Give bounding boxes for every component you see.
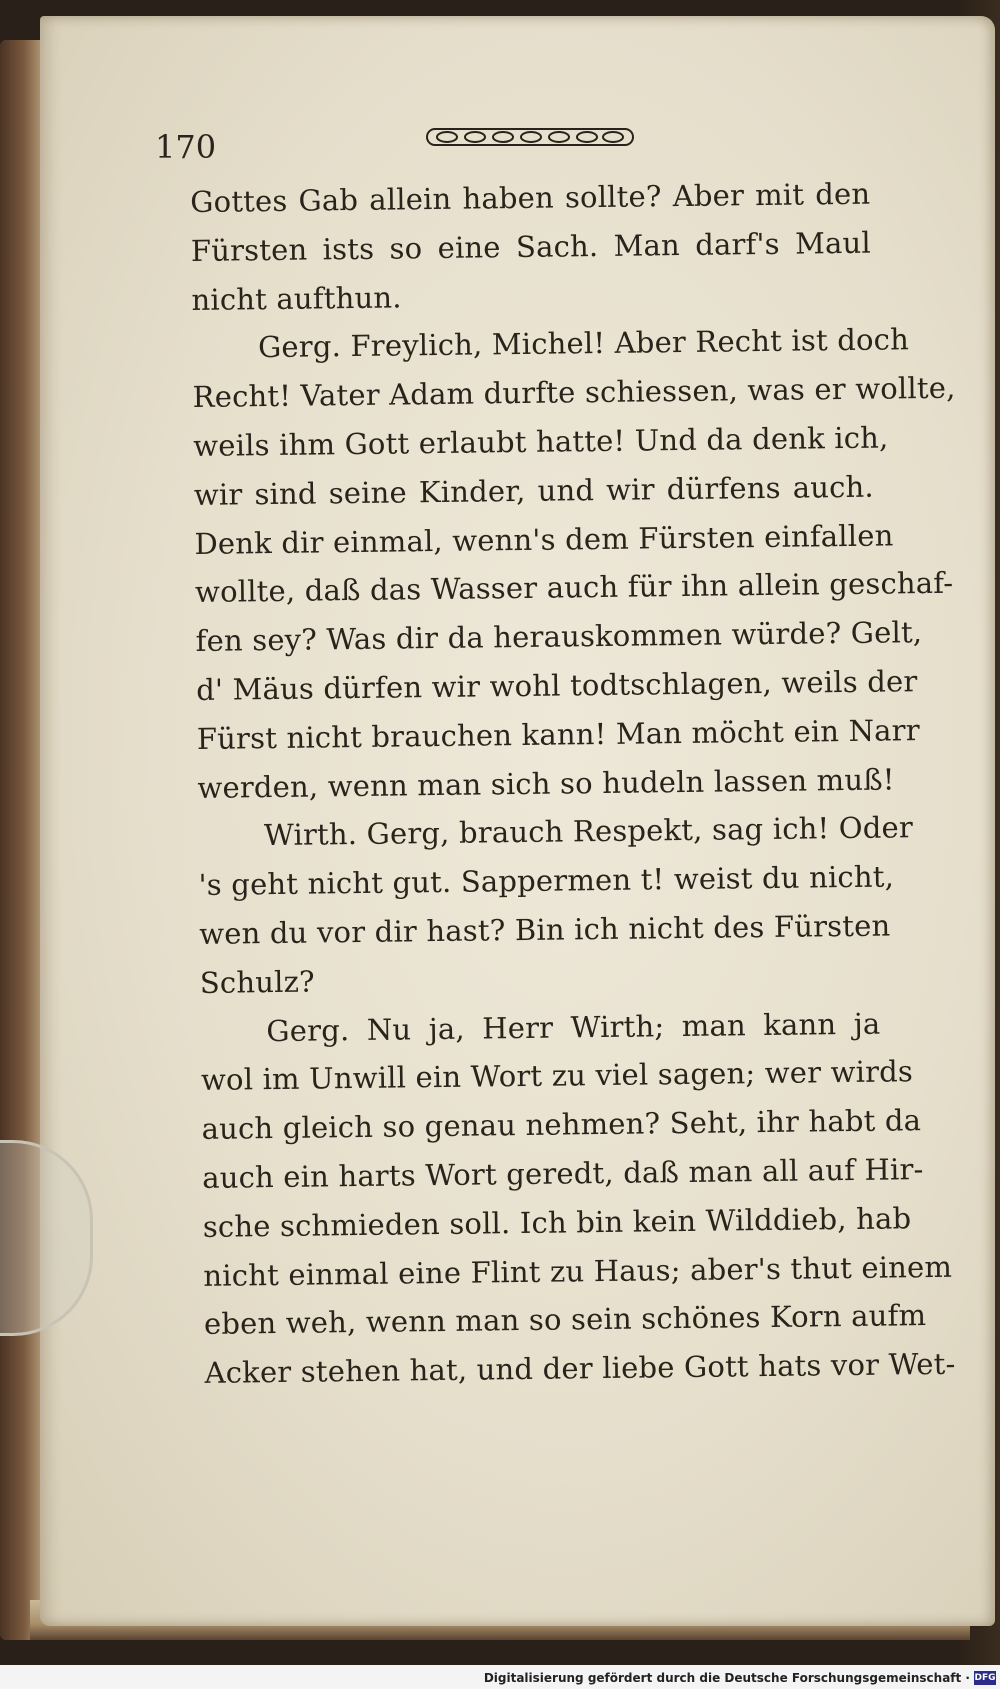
- text-line: 's geht nicht gut. Sappermen t! weist du nicht,: [198, 859, 895, 903]
- dfg-logo: DFG: [974, 1673, 996, 1683]
- text-line: nicht einmal eine Flint zu Haus; aber's thut einem: [203, 1249, 953, 1293]
- text-line: wir sind seine Kinder, und wir dürfens auch.: [193, 469, 875, 512]
- text-line: Wirth. Gerg, brauch Respekt, sag ich! Oder: [263, 810, 914, 853]
- text-line: Gerg. Nu ja, Herr Wirth; man kann ja: [266, 1006, 881, 1048]
- page-number: 170: [155, 128, 217, 166]
- text-line: d' Mäus dürfen wir wohl todtschlagen, weils der: [196, 664, 918, 707]
- text-line: sche schmieden soll. Ich bin kein Wilddieb, hab: [202, 1201, 912, 1244]
- text-line: fen sey? Was dir da herauskommen würde? Gelt,: [195, 615, 923, 659]
- text-line: wen du vor dir hast? Bin ich nicht des Fürsten: [199, 908, 891, 951]
- text-line: Gottes Gab allein haben sollte? Aber mit den: [190, 176, 871, 219]
- text-line: weils ihm Gott erlaubt hatte! Und da denk ich,: [193, 420, 889, 463]
- text-line: werden, wenn man sich so hudeln lassen muß!: [197, 762, 895, 805]
- text-line: Schulz?: [199, 964, 315, 1000]
- text-line: Denk dir einmal, wenn's dem Fürsten einfallen: [194, 518, 894, 561]
- text-line: Gerg. Freylich, Michel! Aber Recht ist doch: [257, 322, 910, 365]
- body-text: [190, 170, 956, 1398]
- text-line: wol im Unwill ein Wort zu viel sagen; wer wirds: [200, 1054, 914, 1098]
- text-line: eben weh, wenn man so sein schönes Korn aufm: [203, 1298, 927, 1342]
- text-line: wollte, daß das Wasser auch für ihn allein geschaf-: [194, 566, 954, 610]
- text-line: auch ein harts Wort geredt, daß man all auf Hir-: [202, 1152, 924, 1195]
- text-line: nicht aufthun.: [191, 280, 402, 317]
- text-line: Fürst nicht brauchen kann! Man möcht ein Narr: [196, 712, 920, 756]
- text-line: auch gleich so genau nehmen? Seht, ihr habt da: [201, 1103, 922, 1147]
- ornament-divider-icon: [425, 124, 635, 150]
- text-line: Recht! Vater Adam durfte schiessen, was er wollte,: [192, 370, 956, 415]
- footer-credit: Digitalisierung gefördert durch die Deutsche Forschungsgemeinschaft ·: [483, 1671, 970, 1685]
- text-line: Fürsten ists so eine Sach. Man darf's Maul: [190, 225, 872, 268]
- footer-bar: [0, 1665, 1000, 1689]
- page-header: [155, 120, 875, 170]
- text-line: Acker stehen hat, und der liebe Gott hats vor Wet-: [204, 1346, 956, 1391]
